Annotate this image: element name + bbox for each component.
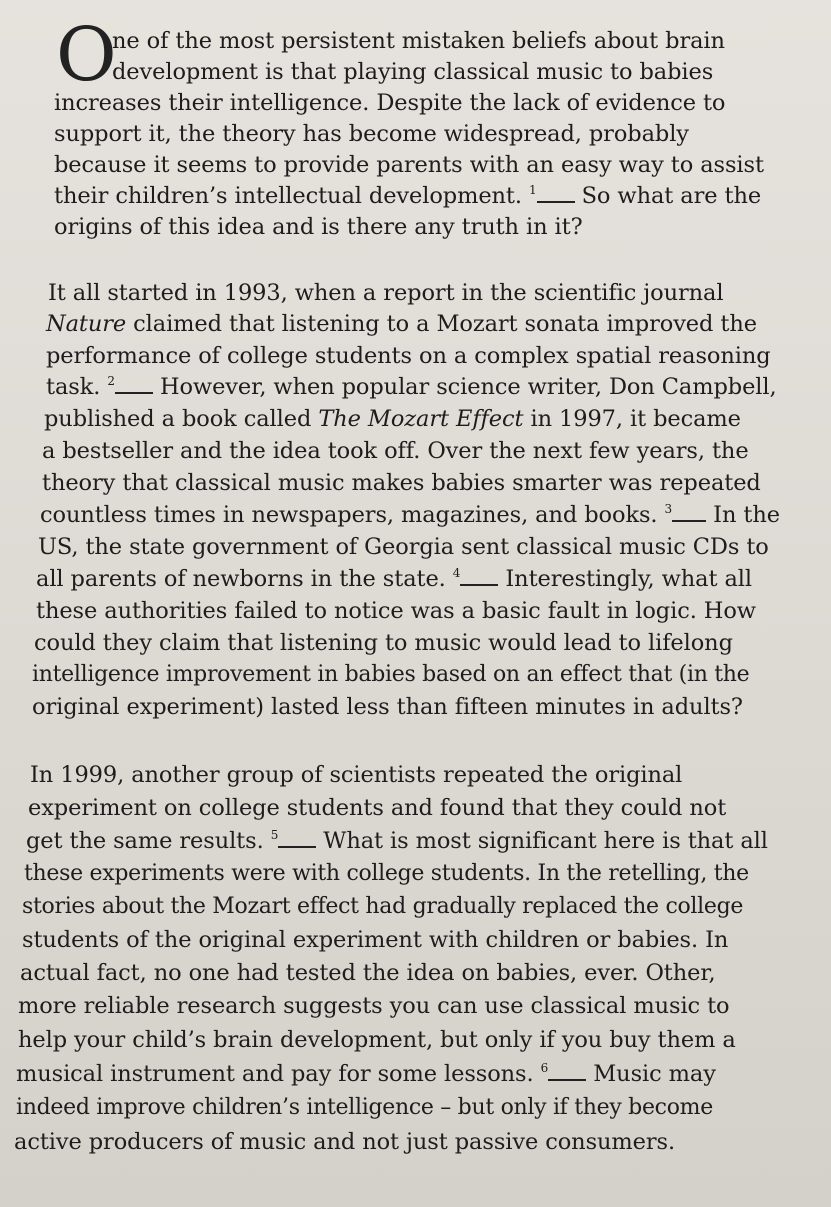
p1-line-3: increases their intelligence. Despite the lack of evidence to [54, 90, 726, 116]
gap-blank-2[interactable] [115, 374, 153, 394]
gap-blank-5[interactable] [278, 828, 316, 848]
gap-number-4: 4 [452, 566, 461, 580]
gap-number-1: 1 [529, 183, 537, 197]
gap-number-5: 5 [270, 828, 279, 842]
p1-line-6-text-b: So what are the [581, 183, 762, 209]
p2-line-2-text: claimed that listening to a Mozart sonata improved the [126, 311, 757, 337]
p3-line-8: more reliable research suggests you can use classical music to [18, 993, 730, 1019]
p2-line-13: intelligence improvement in babies based on an effect that (in the [32, 662, 750, 687]
p3-line-4: these experiments were with college students. In the retelling, the [24, 861, 749, 886]
p1-line-5: because it seems to provide parents with an easy way to assist [54, 152, 764, 178]
p1-line-4: support it, the theory has become widespread, probably [54, 121, 689, 147]
p3-line-1: In 1999, another group of scientists repeated the original [30, 762, 683, 788]
p2-line-4-text-b: However, when popular science writer, Don Campbell, [159, 374, 777, 400]
p2-line-7: theory that classical music makes babies smarter was repeated [42, 470, 761, 496]
p2-line-10-text-b: Interestingly, what all [505, 566, 752, 592]
p2-line-3: performance of college students on a complex spatial reasoning [46, 343, 771, 369]
p1-line-6 [54, 181, 761, 211]
p3-line-12: active producers of music and not just passive consumers. [14, 1129, 676, 1155]
gap-blank-1[interactable] [537, 183, 575, 203]
p2-line-8 [40, 500, 780, 530]
p2-line-1: It all started in 1993, when a report in the scientific journal [48, 280, 724, 306]
p2-line-5-text-c: in 1997, it became [523, 406, 741, 432]
gap-number-6: 6 [540, 1061, 549, 1075]
p2-line-14: original experiment) lasted less than fifteen minutes in adults? [32, 694, 743, 720]
p3-line-3 [26, 826, 768, 856]
p3-line-9: help your child’s brain development, but only if you buy them a [18, 1027, 736, 1053]
p2-line-10 [36, 564, 752, 594]
p2-line-12: could they claim that listening to music would lead to lifelong [34, 630, 733, 656]
gap-blank-4[interactable] [460, 566, 498, 586]
p1-line-6-text-a: their children’s intellectual development. [54, 183, 522, 209]
p3-line-11: indeed improve children’s intelligence – but only if they become [16, 1095, 713, 1120]
p2-line-4 [46, 372, 777, 402]
p2-line-5 [44, 404, 741, 434]
p3-line-7: actual fact, no one had tested the idea on babies, ever. Other, [20, 960, 716, 986]
p3-line-3-text-a: get the same results. [26, 828, 264, 854]
p1-line-7: origins of this idea and is there any truth in it? [54, 214, 583, 240]
gap-number-2: 2 [107, 374, 115, 388]
p2-line-2 [46, 309, 757, 339]
p3-line-10 [16, 1059, 716, 1089]
journal-name: Nature [46, 311, 127, 337]
p3-line-6: students of the original experiment with children or babies. In [22, 927, 729, 953]
p3-line-10-text-b: Music may [593, 1061, 716, 1087]
p2-line-11: these authorities failed to notice was a basic fault in logic. How [36, 598, 756, 624]
gap-blank-6[interactable] [548, 1061, 586, 1081]
p3-line-2: experiment on college students and found that they could not [28, 795, 727, 821]
p2-line-10-text-a: all parents of newborns in the state. [36, 566, 446, 592]
p3-line-5: stories about the Mozart effect had gradually replaced the college [22, 894, 744, 919]
p2-line-8-text-b: In the [713, 502, 780, 528]
gap-number-3: 3 [664, 502, 673, 516]
p2-line-6: a bestseller and the idea took off. Over the next few years, the [42, 438, 749, 464]
p3-line-3-text-b: What is most significant here is that all [323, 828, 768, 854]
p1-line-2: development is that playing classical music to babies [112, 59, 714, 85]
p2-line-8-text-a: countless times in newspapers, magazines, and books. [40, 502, 658, 528]
p2-line-4-text-a: task. [46, 374, 101, 400]
book-title: The Mozart Effect [318, 406, 524, 432]
p1-line-1: ne of the most persistent mistaken beliefs about brain [112, 28, 725, 54]
p3-line-10-text-a: musical instrument and pay for some lessons. [16, 1061, 534, 1087]
drop-cap: O [56, 12, 117, 98]
p2-line-5-text-a: published a book called [44, 406, 319, 432]
gap-blank-3[interactable] [672, 502, 706, 522]
p2-line-9: US, the state government of Georgia sent classical music CDs to [38, 534, 769, 560]
